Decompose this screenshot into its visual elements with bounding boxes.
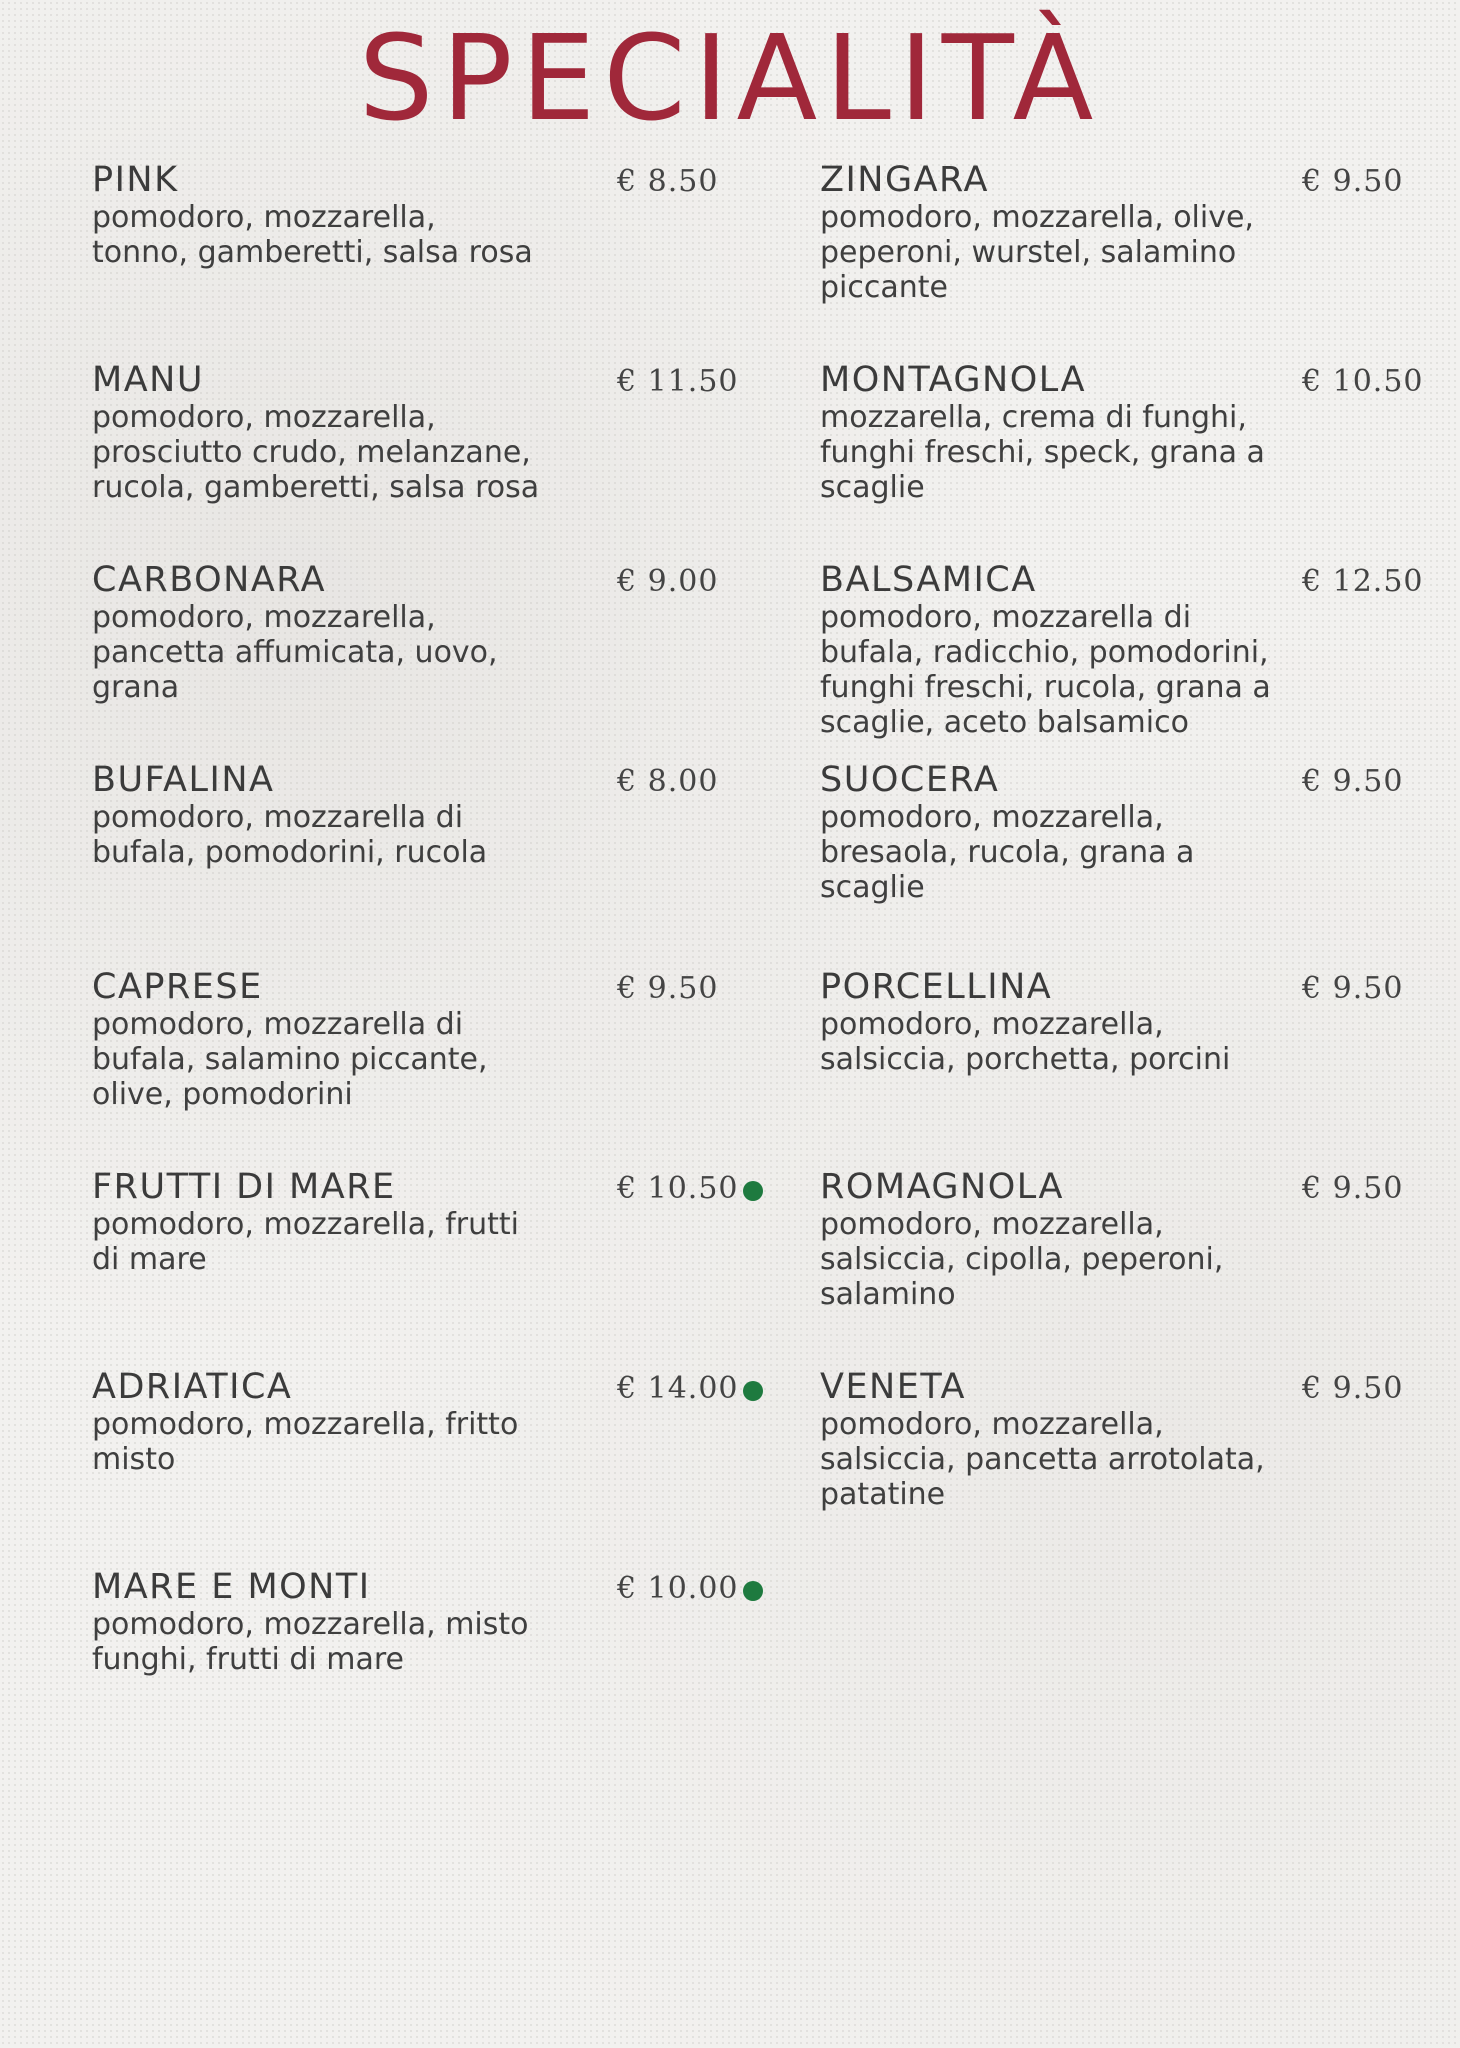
item-name: MANU: [92, 360, 204, 400]
green-dot-icon: [743, 1581, 763, 1601]
item-description-line: pancetta affumicata, uovo,: [92, 635, 498, 670]
menu-item: [92, 760, 487, 870]
item-description-line: bresaola, rucola, grana a: [820, 835, 1195, 870]
item-description-line: salsiccia, porchetta, porcini: [820, 1042, 1231, 1077]
item-price: € 9.50: [1302, 164, 1404, 199]
item-description-line: funghi freschi, speck, grana a: [820, 435, 1265, 470]
item-description-line: bufala, salamino piccante,: [92, 1042, 488, 1077]
menu-item: [820, 560, 1271, 740]
item-description-line: grana: [92, 670, 180, 705]
item-description-line: salsiccia, cipolla, peperoni,: [820, 1242, 1224, 1277]
item-price: € 11.50: [617, 364, 739, 399]
item-description-line: pomodoro, mozzarella,: [92, 600, 436, 635]
item-description-line: pomodoro, mozzarella,: [92, 200, 436, 235]
item-name: ADRIATICA: [92, 1367, 293, 1407]
item-description-line: di mare: [92, 1242, 207, 1277]
item-name: PORCELLINA: [820, 967, 1053, 1007]
item-description-line: piccante: [820, 270, 948, 305]
item-description-line: peperoni, wurstel, salamino: [820, 235, 1237, 270]
item-description-line: funghi freschi, rucola, grana a: [820, 670, 1271, 705]
menu-item: [820, 1167, 1223, 1312]
item-price: € 9.50: [1302, 971, 1404, 1006]
item-description-line: scaglie: [820, 470, 925, 505]
item-description-line: prosciutto crudo, melanzane,: [92, 435, 531, 470]
item-price: € 10.50: [1302, 364, 1424, 399]
item-description-line: rucola, gamberetti, salsa rosa: [92, 470, 540, 505]
item-name: CAPRESE: [92, 967, 263, 1007]
page-title: SPECIALITÀ: [358, 9, 1102, 147]
menu-item: [92, 560, 498, 705]
item-description-line: misto: [92, 1442, 176, 1477]
item-description-line: salamino: [820, 1277, 956, 1312]
item-price: € 14.00: [617, 1371, 739, 1406]
item-description-line: pomodoro, mozzarella, misto: [92, 1607, 529, 1642]
item-description-line: pomodoro, mozzarella, frutti: [92, 1207, 519, 1242]
item-description-line: patatine: [820, 1477, 946, 1512]
item-price: € 9.50: [1302, 1371, 1404, 1406]
item-price: € 9.50: [1302, 764, 1404, 799]
item-description-line: pomodoro, mozzarella, olive,: [820, 200, 1254, 235]
menu-item: [92, 1567, 529, 1677]
menu-item: [92, 1167, 519, 1277]
item-price: € 8.50: [617, 164, 719, 199]
item-description-line: pomodoro, mozzarella di: [92, 800, 464, 835]
item-name: FRUTTI DI MARE: [92, 1167, 396, 1207]
green-dot-icon: [743, 1381, 763, 1401]
item-description-line: scaglie, aceto balsamico: [820, 705, 1189, 740]
item-description-line: pomodoro, mozzarella,: [820, 1407, 1164, 1442]
item-name: CARBONARA: [92, 560, 327, 600]
item-name: PINK: [92, 160, 179, 200]
menu-item: [820, 967, 1230, 1077]
menu-item: [820, 1367, 1265, 1512]
item-price: € 9.00: [617, 564, 719, 599]
item-description-line: pomodoro, mozzarella, fritto: [92, 1407, 519, 1442]
green-dot-icon: [743, 1181, 763, 1201]
item-name: SUOCERA: [820, 760, 1000, 800]
menu-item: [820, 160, 1254, 305]
item-description-line: pomodoro, mozzarella,: [92, 400, 436, 435]
menu-item: [820, 760, 1194, 905]
item-description-line: funghi, frutti di mare: [92, 1642, 405, 1677]
menu-item: [820, 360, 1265, 505]
item-description-line: mozzarella, crema di funghi,: [820, 400, 1247, 435]
item-description-line: tonno, gamberetti, salsa rosa: [92, 235, 533, 270]
item-description-line: bufala, pomodorini, rucola: [92, 835, 488, 870]
item-description-line: pomodoro, mozzarella,: [820, 1007, 1164, 1042]
item-price: € 8.00: [617, 764, 719, 799]
item-price: € 12.50: [1302, 564, 1424, 599]
item-price: € 9.50: [1302, 1171, 1404, 1206]
item-name: BALSAMICA: [820, 560, 1037, 600]
item-description-line: pomodoro, mozzarella di: [92, 1007, 464, 1042]
menu-item: [92, 1367, 518, 1477]
item-name: MARE E MONTI: [92, 1567, 371, 1607]
menu-item: [92, 160, 533, 270]
menu-item: [92, 360, 539, 505]
item-name: ROMAGNOLA: [820, 1167, 1064, 1207]
item-price: € 10.50: [617, 1171, 739, 1206]
item-description-line: olive, pomodorini: [92, 1077, 353, 1112]
menu-item: [92, 967, 488, 1112]
item-description-line: pomodoro, mozzarella,: [820, 1207, 1164, 1242]
item-price: € 10.00: [617, 1571, 739, 1606]
item-name: VENETA: [820, 1367, 966, 1407]
item-price: € 9.50: [617, 971, 719, 1006]
item-description-line: pomodoro, mozzarella di: [820, 600, 1192, 635]
item-name: MONTAGNOLA: [820, 360, 1087, 400]
item-description-line: salsiccia, pancetta arrotolata,: [820, 1442, 1265, 1477]
item-name: BUFALINA: [92, 760, 275, 800]
item-description-line: bufala, radicchio, pomodorini,: [820, 635, 1269, 670]
item-description-line: scaglie: [820, 870, 925, 905]
item-name: ZINGARA: [820, 160, 989, 200]
item-description-line: pomodoro, mozzarella,: [820, 800, 1164, 835]
